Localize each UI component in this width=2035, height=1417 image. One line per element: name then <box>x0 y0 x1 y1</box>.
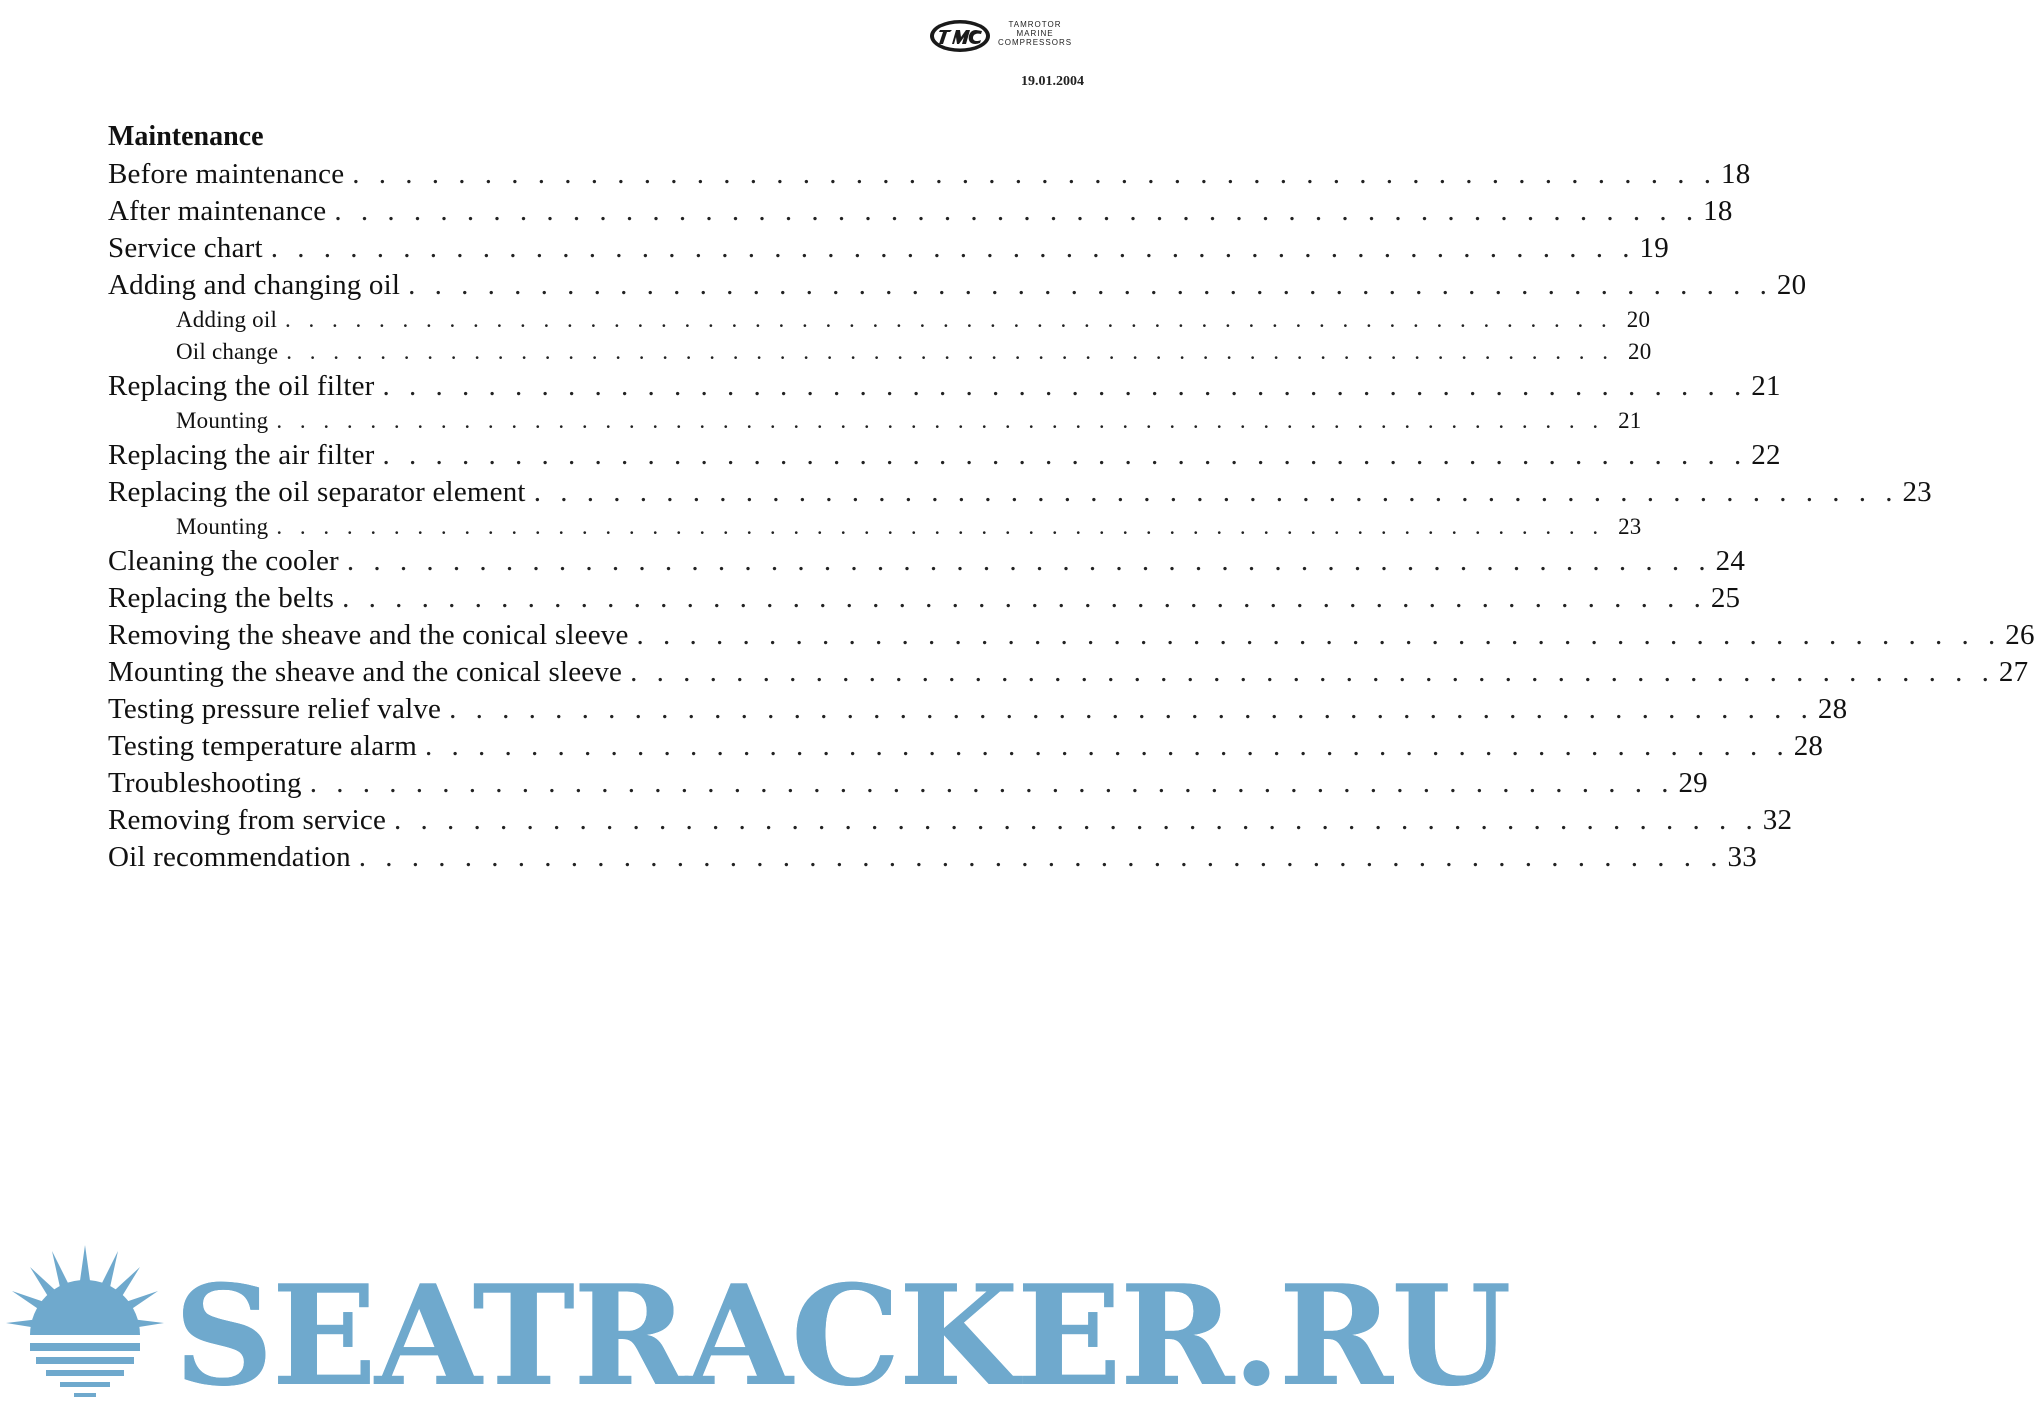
dot-leader: . . . . . . . . . . . . . . . . . . . . . . . . . . . . . . . . . . . . . . . . . . . . . . . . . . . . <box>394 804 1759 836</box>
toc-entry-label: After maintenance <box>108 195 327 227</box>
dot-leader: . . . . . . . . . . . . . . . . . . . . . . . . . . . . . . . . . . . . . . . . . . . . . . . . . . . . <box>636 619 2002 651</box>
dot-leader: . . . . . . . . . . . . . . . . . . . . . . . . . . . . . . . . . . . . . . . . . . . . . . . . . . . . <box>352 158 1718 190</box>
dot-leader: . . . . . . . . . . . . . . . . . . . . . . . . . . . . . . . . . . . . . . . . . . . . . . . . . . . . <box>382 370 1748 402</box>
toc-entry-after-maintenance[interactable] <box>108 193 1733 230</box>
dot-leader: . . . . . . . . . . . . . . . . . . . . . . . . . . . . . . . . . . . . . . . . . . . . . . . . . . . . . . . . . <box>276 514 1605 539</box>
toc-entry-page: 28 <box>1793 730 1824 762</box>
toc-entry-label: Service chart <box>108 232 263 264</box>
toc-entry-page: 29 <box>1678 767 1708 799</box>
toc-entry-mounting-sheave[interactable] <box>108 654 2029 691</box>
dot-leader: . . . . . . . . . . . . . . . . . . . . . . . . . . . . . . . . . . . . . . . . . . . . . . . . . . . . <box>382 439 1748 471</box>
toc-entry-label: Adding oil <box>176 307 278 332</box>
dot-leader: . . . . . . . . . . . . . . . . . . . . . . . . . . . . . . . . . . . . . . . . . . . . . . . . . . . . <box>408 269 1773 301</box>
toc-entry-removing-from-service[interactable] <box>108 802 1793 839</box>
watermark-text: SEATRACKER.RU <box>174 1254 1510 1417</box>
toc-subentry-mounting-oil-filter[interactable] <box>108 405 1642 437</box>
table-of-contents <box>108 118 2035 876</box>
toc-entry-label: Cleaning the cooler <box>108 545 339 577</box>
toc-entry-label: Mounting <box>176 514 269 539</box>
toc-entry-page: 33 <box>1727 841 1757 873</box>
toc-entry-label: Replacing the oil filter <box>108 370 375 402</box>
toc-entry-troubleshooting[interactable] <box>108 765 1708 802</box>
toc-entry-page: 20 <box>1776 269 1807 301</box>
document-date: 19.01.2004 <box>1021 74 1084 89</box>
toc-entry-replacing-oil-filter[interactable] <box>108 368 1781 405</box>
toc-entry-page: 25 <box>1710 582 1741 614</box>
toc-entry-page: 21 <box>1618 408 1642 433</box>
toc-entry-label: Replacing the air filter <box>108 439 375 471</box>
dot-leader: . . . . . . . . . . . . . . . . . . . . . . . . . . . . . . . . . . . . . . . . . . . . . . . . . . . . <box>342 582 1707 614</box>
toc-entry-page: 19 <box>1639 232 1669 264</box>
toc-entry-page: 20 <box>1626 307 1651 332</box>
toc-entry-replacing-oil-separator[interactable] <box>108 474 1932 511</box>
toc-entry-page: 18 <box>1703 195 1733 227</box>
toc-subentry-mounting-separator[interactable] <box>108 511 1642 543</box>
dot-leader: . . . . . . . . . . . . . . . . . . . . . . . . . . . . . . . . . . . . . . . . . . . . . . . . . . . . <box>309 767 1675 799</box>
toc-entry-service-chart[interactable] <box>108 230 1669 267</box>
toc-entry-page: 22 <box>1751 439 1781 471</box>
toc-entry-replacing-belts[interactable] <box>108 580 1741 617</box>
toc-entry-label: Oil recommendation <box>108 841 351 873</box>
toc-entry-page: 18 <box>1721 158 1751 190</box>
company-logo <box>928 18 1078 58</box>
toc-entry-label: Troubleshooting <box>108 767 302 799</box>
toc-entry-label: Mounting <box>176 408 269 433</box>
toc-entry-page: 32 <box>1762 804 1793 836</box>
tmc-emblem-icon <box>928 18 992 54</box>
toc-entry-page: 27 <box>1998 656 2029 688</box>
toc-entry-page: 23 <box>1618 514 1642 539</box>
dot-leader: . . . . . . . . . . . . . . . . . . . . . . . . . . . . . . . . . . . . . . . . . . . . . . . . . . . . <box>358 841 1724 873</box>
toc-entry-label: Replacing the belts <box>108 582 335 614</box>
logo-wordmark <box>994 20 1076 47</box>
toc-entry-oil-recommendation[interactable] <box>108 839 1757 876</box>
toc-entry-label: Testing temperature alarm <box>108 730 417 762</box>
toc-entry-label: Replacing the oil separator element <box>108 476 526 508</box>
toc-entry-testing-relief-valve[interactable] <box>108 691 1848 728</box>
toc-entry-adding-changing-oil[interactable] <box>108 267 1807 304</box>
toc-subentry-adding-oil[interactable] <box>108 304 1651 336</box>
toc-entry-cleaning-cooler[interactable] <box>108 543 1746 580</box>
dot-leader: . . . . . . . . . . . . . . . . . . . . . . . . . . . . . . . . . . . . . . . . . . . . . . . . . . . . <box>270 232 1636 264</box>
toc-entry-page: 24 <box>1715 545 1746 577</box>
toc-entry-page: 21 <box>1751 370 1781 402</box>
toc-subentry-oil-change[interactable] <box>108 336 1652 368</box>
sun-icon <box>0 1235 170 1411</box>
toc-entry-label: Removing the sheave and the conical sleeve <box>108 619 629 651</box>
dot-leader: . . . . . . . . . . . . . . . . . . . . . . . . . . . . . . . . . . . . . . . . . . . . . . . . . . . . . . . . . <box>285 307 1613 332</box>
toc-entry-label: Before maintenance <box>108 158 345 190</box>
dot-leader: . . . . . . . . . . . . . . . . . . . . . . . . . . . . . . . . . . . . . . . . . . . . . . . . . . . . <box>630 656 1995 688</box>
dot-leader: . . . . . . . . . . . . . . . . . . . . . . . . . . . . . . . . . . . . . . . . . . . . . . . . . . . . <box>346 545 1712 577</box>
toc-entry-label: Removing from service <box>108 804 387 836</box>
dot-leader: . . . . . . . . . . . . . . . . . . . . . . . . . . . . . . . . . . . . . . . . . . . . . . . . . . . . <box>424 730 1790 762</box>
toc-entry-replacing-air-filter[interactable] <box>108 437 1781 474</box>
dot-leader: . . . . . . . . . . . . . . . . . . . . . . . . . . . . . . . . . . . . . . . . . . . . . . . . . . . . . . . . . <box>286 339 1615 364</box>
logo-line-1: TAMROTOR <box>1008 20 1062 29</box>
section-title: Maintenance <box>108 121 264 152</box>
logo-line-3: COMPRESSORS <box>997 38 1073 47</box>
dot-leader: . . . . . . . . . . . . . . . . . . . . . . . . . . . . . . . . . . . . . . . . . . . . . . . . . . . . <box>533 476 1899 508</box>
dot-leader: . . . . . . . . . . . . . . . . . . . . . . . . . . . . . . . . . . . . . . . . . . . . . . . . . . . . <box>334 195 1700 227</box>
dot-leader: . . . . . . . . . . . . . . . . . . . . . . . . . . . . . . . . . . . . . . . . . . . . . . . . . . . . . . . . . <box>276 408 1605 433</box>
toc-entry-label: Mounting the sheave and the conical sleeve <box>108 656 623 688</box>
toc-entry-page: 23 <box>1902 476 1932 508</box>
toc-entry-removing-sheave[interactable] <box>108 617 2035 654</box>
toc-entry-label: Testing pressure relief valve <box>108 693 442 725</box>
toc-entry-before-maintenance[interactable] <box>108 156 1751 193</box>
toc-entry-page: 20 <box>1628 339 1652 364</box>
watermark <box>0 1235 1510 1417</box>
toc-entry-page: 28 <box>1817 693 1848 725</box>
toc-entry-label: Oil change <box>176 339 279 364</box>
toc-entry-page: 26 <box>2005 619 2035 651</box>
dot-leader: . . . . . . . . . . . . . . . . . . . . . . . . . . . . . . . . . . . . . . . . . . . . . . . . . . . . <box>449 693 1814 725</box>
logo-line-2: MARINE <box>1016 29 1054 38</box>
toc-entry-testing-temperature-alarm[interactable] <box>108 728 1824 765</box>
toc-entry-label: Adding and changing oil <box>108 269 401 301</box>
